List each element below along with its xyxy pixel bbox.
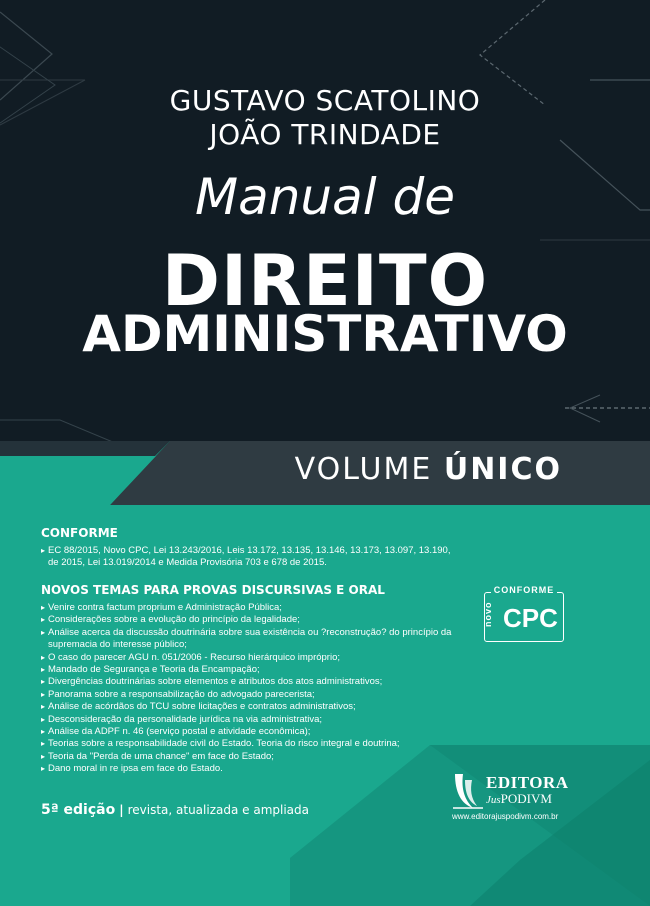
conforme-list xyxy=(41,545,461,570)
publisher-website: www.editorajuspodivm.com.br xyxy=(452,812,559,821)
conforme-heading: CONFORME xyxy=(41,526,118,540)
list-item: ▸ O caso do parecer AGU n. 051/2006 - Recurso hierárquico impróprio; xyxy=(41,652,461,664)
list-item: ▸ Venire contra factum proprium e Administração Pública; xyxy=(41,602,461,614)
list-item: ▸ Considerações sobre a evolução do princípio da legalidade; xyxy=(41,614,461,626)
volume-type: ÚNICO xyxy=(443,452,562,487)
list-item: ▸ Análise de acórdãos do TCU sobre licitações e contratos administrativos; xyxy=(41,701,461,713)
edition-info xyxy=(41,802,309,818)
list-item: ▸ Teorias sobre a responsabilidade civil do Estado. Teoria do risco integral e doutrina; xyxy=(41,738,461,750)
author-name: GUSTAVO SCATOLINO xyxy=(169,84,481,117)
publisher-name: EDITORA xyxy=(486,773,569,792)
publisher-subname: JusPODIVM xyxy=(486,791,552,806)
list-item: ▸ Divergências doutrinárias sobre elementos e atributos dos atos administrativos; xyxy=(41,676,461,688)
book-title-line2: ADMINISTRATIVO xyxy=(82,305,568,363)
list-item: ▸ Análise da ADPF n. 46 (serviço postal e atividade econômica); xyxy=(41,726,461,738)
edition-number: 5ª edição xyxy=(41,802,116,818)
edition-separator: | xyxy=(119,803,124,817)
list-item: ▸ Teoria da "Perda de uma chance" em face do Estado; xyxy=(41,751,461,763)
volume-label xyxy=(295,452,562,487)
book-title-line1: DIREITO xyxy=(161,240,489,322)
list-item: ▸ Dano moral in re ipsa em face do Estado. xyxy=(41,763,461,775)
novos-temas-list xyxy=(41,602,461,776)
book-subtitle: Manual de xyxy=(194,168,456,226)
edition-description: revista, atualizada e ampliada xyxy=(127,803,309,817)
list-item: ▸ EC 88/2015, Novo CPC, Lei 13.243/2016, Leis 13.172, 13.135, 13.146, 13.173, 13.097, 13.190, de 2015, Lei 13.019/2014 e Medida Provisória 703 e 678 de 2015. xyxy=(41,545,461,570)
cpc-badge-side: novo xyxy=(483,601,493,627)
list-item: ▸ Análise acerca da discussão doutrinária sobre sua existência ou ?reconstrução? do princípio da supremacia do interesse público; xyxy=(41,627,461,652)
publisher-logo-icon xyxy=(449,770,489,810)
cpc-badge-main: CPC xyxy=(503,603,558,633)
volume-word: VOLUME xyxy=(294,452,433,487)
list-item: ▸ Desconsideração da personalidade jurídica na via administrativa; xyxy=(41,714,461,726)
author-name: JOÃO TRINDADE xyxy=(209,118,441,151)
list-item: ▸ Panorama sobre a responsabilização do advogado parecerista; xyxy=(41,689,461,701)
list-item: ▸ Mandado de Segurança e Teoria da Encampação; xyxy=(41,664,461,676)
cpc-badge-top: CONFORME xyxy=(485,585,563,595)
novos-temas-heading: NOVOS TEMAS PARA PROVAS DISCURSIVAS E ORAL xyxy=(41,583,385,597)
novo-cpc-badge xyxy=(483,585,564,642)
